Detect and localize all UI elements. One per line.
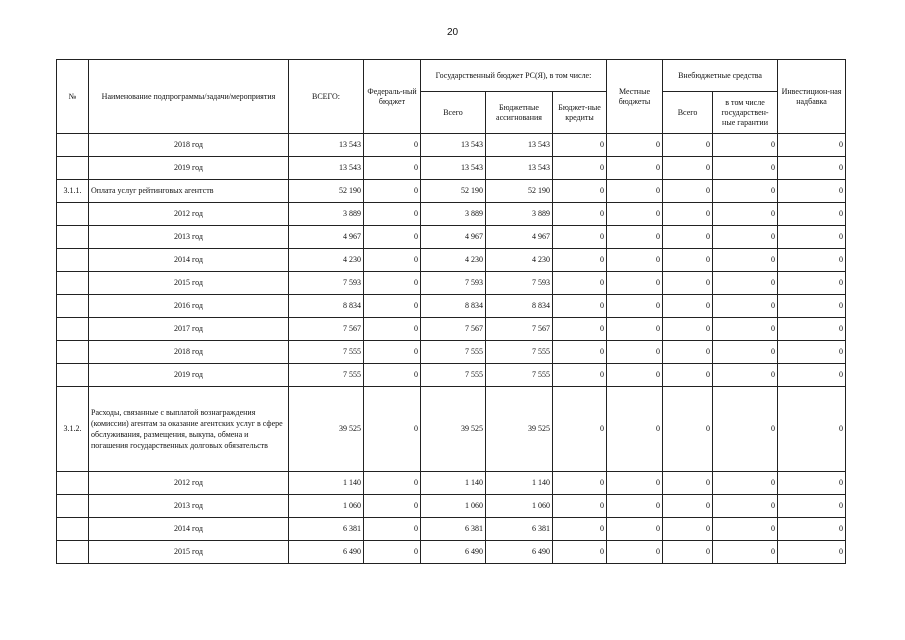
- cell-extra-all: 0: [663, 157, 713, 180]
- cell-total: 8 834: [289, 295, 364, 318]
- cell-name: 2015 год: [89, 541, 289, 564]
- cell-local: 0: [607, 295, 663, 318]
- cell-extra-all: 0: [663, 541, 713, 564]
- cell-code: [57, 318, 89, 341]
- cell-extra-all: 0: [663, 518, 713, 541]
- cell-local: 0: [607, 387, 663, 472]
- cell-name: 2014 год: [89, 249, 289, 272]
- cell-state-assign: 7 555: [486, 341, 553, 364]
- cell-state-assign: 7 555: [486, 364, 553, 387]
- cell-code: 3.1.2.: [57, 387, 89, 472]
- cell-code: [57, 157, 89, 180]
- cell-invest: 0: [778, 295, 846, 318]
- header-no: №: [57, 60, 89, 134]
- cell-state-credit: 0: [553, 272, 607, 295]
- cell-total: 7 593: [289, 272, 364, 295]
- cell-total: 7 555: [289, 341, 364, 364]
- cell-local: 0: [607, 341, 663, 364]
- table-row: [57, 295, 846, 318]
- cell-extra-all: 0: [663, 272, 713, 295]
- header-state-all: Всего: [421, 92, 486, 134]
- cell-state-assign: 4 230: [486, 249, 553, 272]
- cell-total: 1 060: [289, 495, 364, 518]
- table-header: [57, 60, 846, 134]
- cell-federal: 0: [364, 203, 421, 226]
- header-name: Наименование подпрограммы/задачи/мероприятия: [89, 60, 289, 134]
- cell-state-all: 7 555: [421, 341, 486, 364]
- cell-name: 2012 год: [89, 472, 289, 495]
- cell-total: 6 381: [289, 518, 364, 541]
- header-local: Местные бюджеты: [607, 60, 663, 134]
- cell-name: Оплата услуг рейтинговых агентств: [89, 180, 289, 203]
- cell-state-credit: 0: [553, 249, 607, 272]
- cell-total: 13 543: [289, 134, 364, 157]
- cell-invest: 0: [778, 226, 846, 249]
- cell-invest: 0: [778, 472, 846, 495]
- cell-extra-all: 0: [663, 364, 713, 387]
- cell-federal: 0: [364, 272, 421, 295]
- table-row: [57, 364, 846, 387]
- table-body: [57, 134, 846, 564]
- table-row: [57, 249, 846, 272]
- cell-extra-guarantee: 0: [713, 472, 778, 495]
- cell-extra-guarantee: 0: [713, 495, 778, 518]
- cell-local: 0: [607, 541, 663, 564]
- cell-extra-guarantee: 0: [713, 180, 778, 203]
- cell-local: 0: [607, 134, 663, 157]
- cell-total: 1 140: [289, 472, 364, 495]
- cell-state-all: 6 490: [421, 541, 486, 564]
- cell-state-assign: 8 834: [486, 295, 553, 318]
- cell-federal: 0: [364, 157, 421, 180]
- cell-invest: 0: [778, 318, 846, 341]
- table-row: [57, 541, 846, 564]
- cell-code: [57, 495, 89, 518]
- cell-extra-all: 0: [663, 387, 713, 472]
- cell-extra-all: 0: [663, 203, 713, 226]
- cell-state-all: 7 555: [421, 364, 486, 387]
- header-state-assign: Бюджетные ассигнования: [486, 92, 553, 134]
- cell-total: 6 490: [289, 541, 364, 564]
- cell-extra-guarantee: 0: [713, 518, 778, 541]
- cell-state-assign: 7 593: [486, 272, 553, 295]
- cell-local: 0: [607, 249, 663, 272]
- cell-local: 0: [607, 495, 663, 518]
- cell-name: 2019 год: [89, 157, 289, 180]
- cell-state-all: 4 967: [421, 226, 486, 249]
- cell-state-credit: 0: [553, 134, 607, 157]
- cell-code: [57, 341, 89, 364]
- cell-extra-guarantee: 0: [713, 157, 778, 180]
- cell-state-credit: 0: [553, 364, 607, 387]
- cell-state-all: 7 567: [421, 318, 486, 341]
- cell-invest: 0: [778, 272, 846, 295]
- cell-extra-guarantee: 0: [713, 272, 778, 295]
- cell-state-credit: 0: [553, 226, 607, 249]
- cell-state-assign: 6 381: [486, 518, 553, 541]
- cell-code: [57, 541, 89, 564]
- table-row: [57, 318, 846, 341]
- table-row: [57, 495, 846, 518]
- header-extra-guarantee: в том числе государствен-ные гарантии: [713, 92, 778, 134]
- cell-federal: 0: [364, 387, 421, 472]
- cell-total: 4 967: [289, 226, 364, 249]
- cell-name: 2019 год: [89, 364, 289, 387]
- cell-total: 52 190: [289, 180, 364, 203]
- cell-local: 0: [607, 318, 663, 341]
- cell-invest: 0: [778, 157, 846, 180]
- cell-code: 3.1.1.: [57, 180, 89, 203]
- cell-invest: 0: [778, 341, 846, 364]
- cell-state-assign: 6 490: [486, 541, 553, 564]
- cell-extra-guarantee: 0: [713, 249, 778, 272]
- cell-extra-guarantee: 0: [713, 364, 778, 387]
- table-row: [57, 272, 846, 295]
- cell-state-all: 4 230: [421, 249, 486, 272]
- cell-federal: 0: [364, 180, 421, 203]
- cell-name: 2015 год: [89, 272, 289, 295]
- budget-table: [56, 59, 846, 564]
- cell-invest: 0: [778, 518, 846, 541]
- cell-name: Расходы, связанные с выплатой вознаграждения (комиссии) агентам за оказание агентских услуг в сфере обслуживания, размещения, выкупа, обмена и погашения государственных долговых обязательств: [89, 387, 289, 472]
- cell-state-credit: 0: [553, 318, 607, 341]
- cell-local: 0: [607, 157, 663, 180]
- cell-federal: 0: [364, 518, 421, 541]
- header-federal: Федераль-ный бюджет: [364, 60, 421, 134]
- cell-state-all: 1 140: [421, 472, 486, 495]
- cell-state-credit: 0: [553, 495, 607, 518]
- cell-state-assign: 1 140: [486, 472, 553, 495]
- cell-total: 39 525: [289, 387, 364, 472]
- cell-extra-guarantee: 0: [713, 341, 778, 364]
- cell-code: [57, 272, 89, 295]
- cell-extra-guarantee: 0: [713, 203, 778, 226]
- cell-extra-guarantee: 0: [713, 387, 778, 472]
- cell-state-credit: 0: [553, 472, 607, 495]
- cell-code: [57, 203, 89, 226]
- cell-code: [57, 226, 89, 249]
- cell-total: 4 230: [289, 249, 364, 272]
- cell-extra-guarantee: 0: [713, 134, 778, 157]
- cell-name: 2018 год: [89, 134, 289, 157]
- cell-name: 2013 год: [89, 226, 289, 249]
- cell-local: 0: [607, 180, 663, 203]
- cell-state-credit: 0: [553, 341, 607, 364]
- cell-total: 7 555: [289, 364, 364, 387]
- cell-name: 2016 год: [89, 295, 289, 318]
- cell-name: 2012 год: [89, 203, 289, 226]
- cell-federal: 0: [364, 318, 421, 341]
- cell-state-all: 52 190: [421, 180, 486, 203]
- header-state-budget: Государственный бюджет РС(Я), в том числе:: [421, 60, 607, 92]
- cell-state-all: 13 543: [421, 134, 486, 157]
- cell-state-credit: 0: [553, 157, 607, 180]
- cell-state-all: 39 525: [421, 387, 486, 472]
- cell-name: 2013 год: [89, 495, 289, 518]
- cell-federal: 0: [364, 341, 421, 364]
- cell-invest: 0: [778, 180, 846, 203]
- cell-local: 0: [607, 226, 663, 249]
- header-state-credit: Бюджет-ные кредиты: [553, 92, 607, 134]
- cell-extra-all: 0: [663, 472, 713, 495]
- cell-extra-guarantee: 0: [713, 541, 778, 564]
- cell-invest: 0: [778, 364, 846, 387]
- cell-code: [57, 249, 89, 272]
- cell-state-assign: 7 567: [486, 318, 553, 341]
- cell-extra-all: 0: [663, 341, 713, 364]
- cell-local: 0: [607, 472, 663, 495]
- cell-local: 0: [607, 203, 663, 226]
- header-extra-all: Всего: [663, 92, 713, 134]
- cell-federal: 0: [364, 134, 421, 157]
- cell-extra-guarantee: 0: [713, 318, 778, 341]
- cell-state-assign: 13 543: [486, 134, 553, 157]
- cell-invest: 0: [778, 134, 846, 157]
- cell-federal: 0: [364, 364, 421, 387]
- cell-total: 3 889: [289, 203, 364, 226]
- cell-invest: 0: [778, 387, 846, 472]
- cell-state-assign: 3 889: [486, 203, 553, 226]
- cell-invest: 0: [778, 541, 846, 564]
- cell-state-credit: 0: [553, 295, 607, 318]
- table-row: [57, 157, 846, 180]
- cell-state-all: 7 593: [421, 272, 486, 295]
- cell-name: 2018 год: [89, 341, 289, 364]
- cell-state-assign: 1 060: [486, 495, 553, 518]
- table-row: [57, 226, 846, 249]
- header-total: ВСЕГО:: [289, 60, 364, 134]
- cell-total: 7 567: [289, 318, 364, 341]
- cell-local: 0: [607, 364, 663, 387]
- cell-extra-all: 0: [663, 318, 713, 341]
- cell-state-assign: 13 543: [486, 157, 553, 180]
- cell-federal: 0: [364, 472, 421, 495]
- cell-invest: 0: [778, 249, 846, 272]
- cell-name: 2017 год: [89, 318, 289, 341]
- table-row: [57, 134, 846, 157]
- table-row: [57, 203, 846, 226]
- cell-federal: 0: [364, 541, 421, 564]
- cell-state-credit: 0: [553, 387, 607, 472]
- cell-local: 0: [607, 272, 663, 295]
- cell-state-credit: 0: [553, 203, 607, 226]
- cell-state-credit: 0: [553, 180, 607, 203]
- table-row: [57, 180, 846, 203]
- cell-federal: 0: [364, 495, 421, 518]
- cell-state-all: 13 543: [421, 157, 486, 180]
- cell-invest: 0: [778, 495, 846, 518]
- cell-name: 2014 год: [89, 518, 289, 541]
- cell-state-all: 6 381: [421, 518, 486, 541]
- cell-extra-all: 0: [663, 134, 713, 157]
- cell-invest: 0: [778, 203, 846, 226]
- cell-code: [57, 364, 89, 387]
- header-invest: Инвестицион-ная надбавка: [778, 60, 846, 134]
- cell-extra-all: 0: [663, 495, 713, 518]
- cell-state-assign: 52 190: [486, 180, 553, 203]
- cell-federal: 0: [364, 295, 421, 318]
- cell-state-assign: 4 967: [486, 226, 553, 249]
- cell-code: [57, 134, 89, 157]
- cell-local: 0: [607, 518, 663, 541]
- cell-extra-guarantee: 0: [713, 226, 778, 249]
- cell-state-all: 8 834: [421, 295, 486, 318]
- cell-extra-all: 0: [663, 180, 713, 203]
- cell-code: [57, 472, 89, 495]
- cell-federal: 0: [364, 249, 421, 272]
- cell-state-assign: 39 525: [486, 387, 553, 472]
- cell-federal: 0: [364, 226, 421, 249]
- cell-total: 13 543: [289, 157, 364, 180]
- table-row: [57, 387, 846, 472]
- page-number: 20: [446, 27, 459, 38]
- cell-state-all: 3 889: [421, 203, 486, 226]
- cell-code: [57, 295, 89, 318]
- cell-extra-all: 0: [663, 226, 713, 249]
- cell-code: [57, 518, 89, 541]
- header-extra: Внебюджетные средства: [663, 60, 778, 92]
- table-row: [57, 472, 846, 495]
- cell-state-all: 1 060: [421, 495, 486, 518]
- table-row: [57, 341, 846, 364]
- cell-extra-all: 0: [663, 295, 713, 318]
- cell-extra-guarantee: 0: [713, 295, 778, 318]
- table-row: [57, 518, 846, 541]
- cell-state-credit: 0: [553, 518, 607, 541]
- cell-state-credit: 0: [553, 541, 607, 564]
- cell-extra-all: 0: [663, 249, 713, 272]
